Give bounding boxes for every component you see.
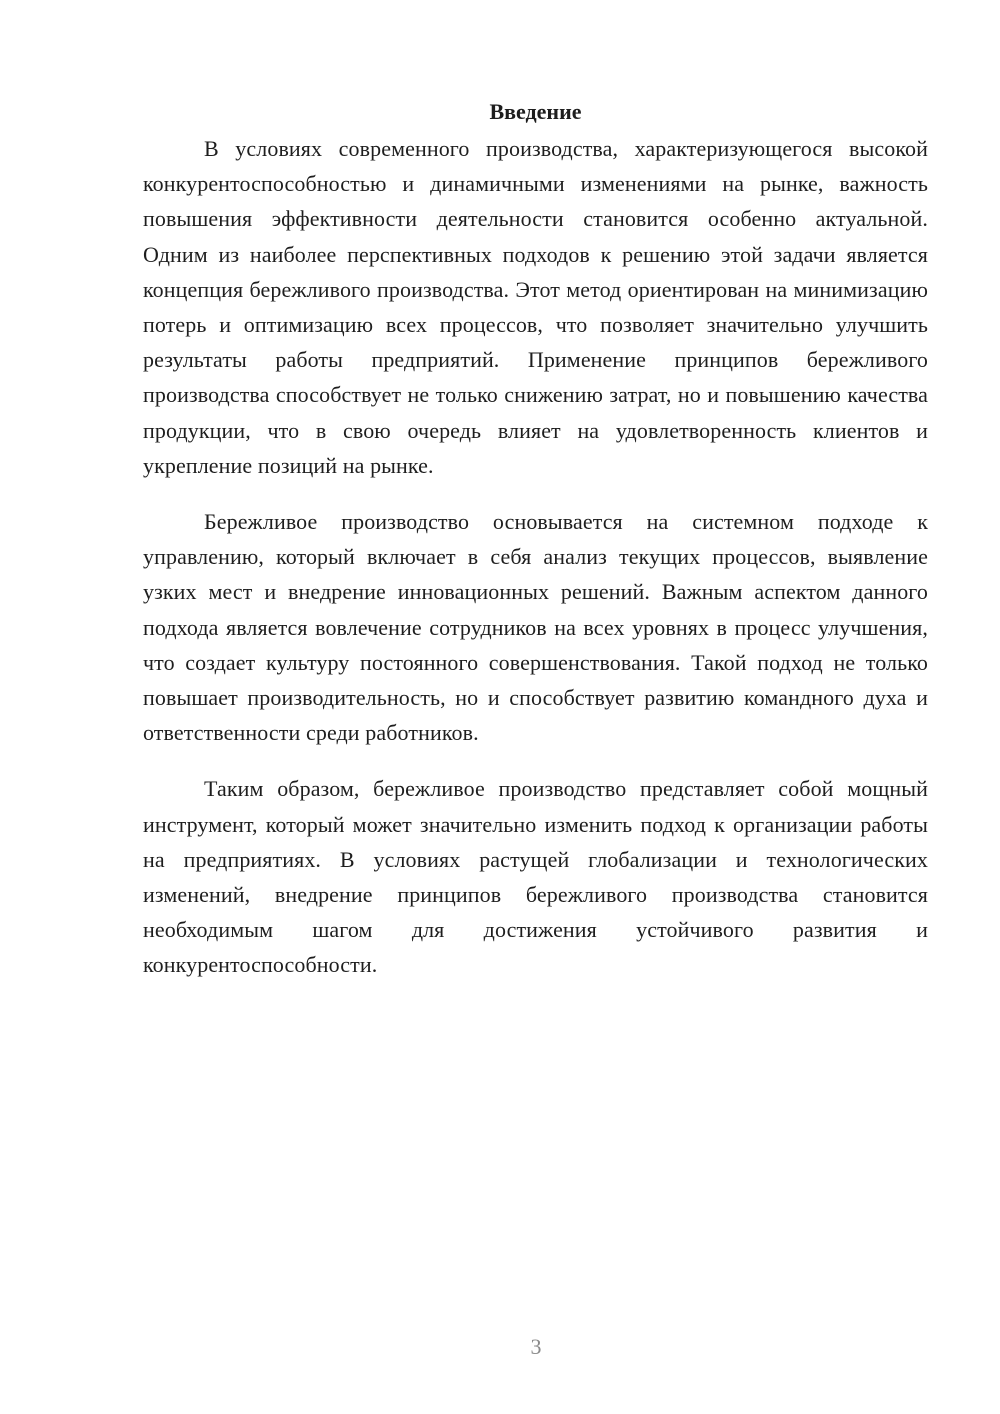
paragraph-1: В условиях современного производства, характеризующегося высокой конкурентоспособностью и динамичными изменениями на рынке, важность повышения эффективности деятельности становится особенно актуальной. Одним из наиболее перспективных подходов к решению этой задачи является концепция бережливого производства. Этот метод ориентирован на минимизацию потерь и оптимизацию всех процессов, что позволяет значительно улучшить результаты работы предприятий. Применение принципов бережливого производства способствует не только снижению затрат, но и повышению качества продукции, что в свою очередь влияет на удовлетворенность клиентов и укрепление позиций на рынке. [143, 136, 928, 478]
page-number: 3 [530, 1334, 542, 1359]
paragraph-2: Бережливое производство основывается на системном подходе к управлению, который включает в себя анализ текущих процессов, выявление узких мест и внедрение инновационных решений. Важным аспектом данного подхода является вовлечение сотрудников на всех уровнях в процесс улучшения, что создает культуру постоянного совершенствования. Такой подход не только повышает производительность, но и способствует развитию командного духа и ответственности среди работников. [143, 509, 928, 746]
page-content [143, 94, 928, 983]
section-heading: Введение [489, 99, 582, 124]
paragraph-3: Таким образом, бережливое производство представляет собой мощный инструмент, который может значительно изменить подход к организации работы на предприятиях. В условиях растущей глобализации и технологических изменений, внедрение принципов бережливого производства становится необходимым шагом для достижения устойчивого развития и конкурентоспособности. [143, 776, 928, 978]
